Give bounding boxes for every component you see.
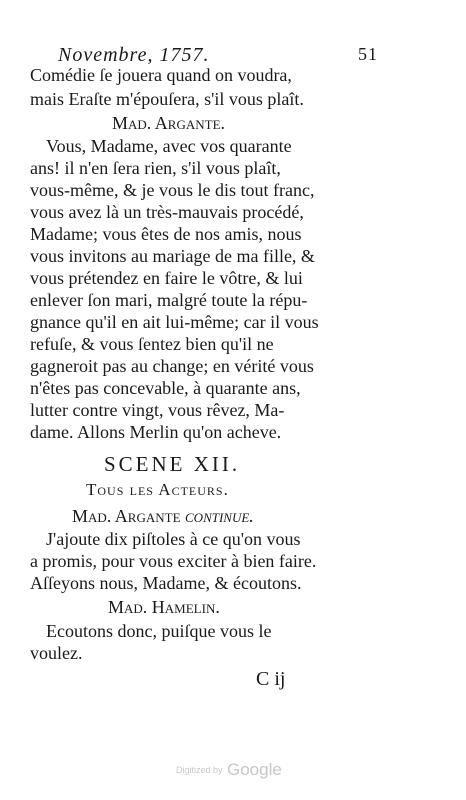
text-line: vous avez là un très-mauvais procédé, xyxy=(30,202,304,222)
text-line: vous invitons au mariage de ma fille, & xyxy=(30,246,315,266)
speaker-name: Mad. Argante. xyxy=(112,113,226,133)
text-line: dame. Allons Merlin qu'on acheve. xyxy=(30,422,282,442)
text-line: voulez. xyxy=(30,643,83,663)
text-line: Ecoutons donc, puiſque vous le xyxy=(46,621,272,641)
watermark-prefix: Digitized by xyxy=(176,765,223,775)
scene-heading: SCENE XII. xyxy=(104,452,241,476)
watermark-brand: Google xyxy=(226,760,282,779)
digitization-watermark xyxy=(176,760,282,780)
text-line: n'êtes pas concevable, à quarante ans, xyxy=(30,378,301,398)
text-line: gnance qu'il en ait lui-même; car il vous xyxy=(30,312,319,332)
text-line: Madame; vous êtes de nos amis, nous xyxy=(30,224,302,244)
text-line: mais Eraſte m'épouſera, s'il vous plaît. xyxy=(30,89,304,109)
cast-heading: Tous les Acteurs. xyxy=(86,480,229,499)
text-line: J'ajoute dix piſtoles à ce qu'on vous xyxy=(46,529,301,549)
speaker-line xyxy=(72,506,254,527)
text-line: Aſſeyons nous, Madame, & écoutons. xyxy=(30,573,302,593)
page-number: 51 xyxy=(358,44,378,64)
text-line: gagneroit pas au change; en vérité vous xyxy=(30,356,314,376)
text-line: ans! il n'en ſera rien, s'il vous plaît, xyxy=(30,158,281,178)
text-line: Vous, Madame, avec vos quarante xyxy=(46,136,292,156)
text-line: Comédie ſe jouera quand on voudra, xyxy=(30,65,292,85)
text-line: enlever ſon mari, malgré toute la répu- xyxy=(30,290,308,310)
text-line: lutter contre vingt, vous rêvez, Ma- xyxy=(30,400,285,420)
text-line: vous prétendez en faire le vôtre, & lui xyxy=(30,268,303,288)
stage-direction: continue. xyxy=(185,506,254,526)
signature-mark: C ij xyxy=(256,668,286,690)
speaker-name: Mad. Argante xyxy=(72,506,181,526)
text-line: vous-même, & je vous le dis tout franc, xyxy=(30,180,315,200)
speaker-name: Mad. Hamelin. xyxy=(108,597,220,617)
running-title: Novembre, 1757. xyxy=(58,44,210,66)
text-line: refuſe, & vous ſentez bien qu'il ne xyxy=(30,334,274,354)
text-line: a promis, pour vous exciter à bien faire. xyxy=(30,551,317,571)
